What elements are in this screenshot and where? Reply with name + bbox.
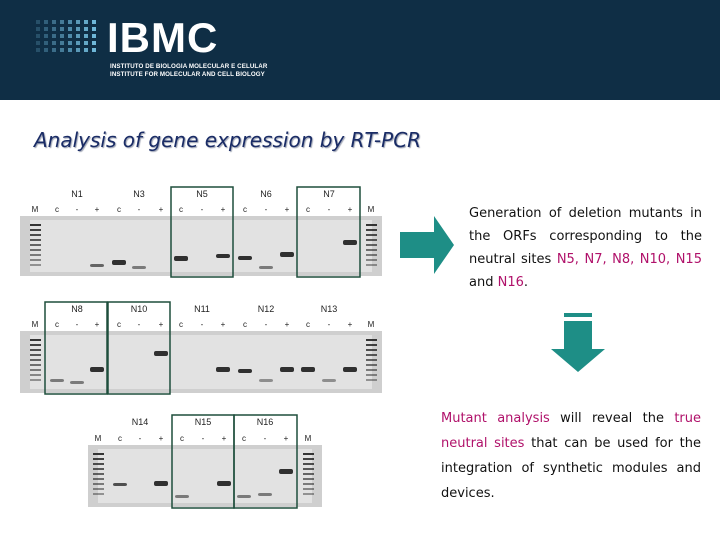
lane-label: N10 [130, 304, 148, 314]
arrow-right-icon [400, 216, 456, 274]
lane-sublabel: - [264, 205, 268, 214]
lane-sublabel: c [306, 205, 310, 214]
lane-sublabel: - [138, 434, 142, 443]
deletion-mutants-text: Generation of deletion mutants in the ORFs corresponding to the neutral sites N5, N7, N8, N10, N15 and N16. [469, 206, 702, 290]
lane-sublabel: + [221, 434, 227, 443]
lane-sublabel: + [94, 320, 100, 329]
lane-sublabel: M [304, 434, 312, 443]
neutral-sites-list: N5, N7, N8, N10, N15 [556, 252, 702, 267]
lane-sublabel: - [200, 320, 204, 329]
lane-sublabel: M [31, 320, 39, 329]
gel-image-row1 [20, 186, 382, 278]
true-neutral-sites-highlight: true neutral sites [441, 411, 701, 451]
mutant-analysis-highlight: Mutant analysis [441, 411, 550, 426]
lane-sublabel: - [327, 205, 331, 214]
lane-sublabel: + [158, 320, 164, 329]
slide-title: Analysis of gene expression by RT-PCR [34, 128, 422, 152]
mutant-analysis-text: Mutant analysis will reveal the true neutral sites that can be used for the integration of synthetic modules and devices. [441, 411, 701, 501]
lane-sublabel: M [367, 205, 375, 214]
lane-sublabel: - [201, 434, 205, 443]
lane-sublabel: + [158, 205, 164, 214]
neutral-site-n16: N16 [497, 275, 524, 290]
lane-label: N1 [71, 189, 83, 199]
lane-sublabel: - [75, 320, 79, 329]
lane-sublabel: - [327, 320, 331, 329]
institute-name-en: INSTITUTE FOR MOLECULAR AND CELL BIOLOGY [110, 71, 265, 78]
lane-sublabel: + [220, 205, 226, 214]
lane-label: N15 [194, 417, 212, 427]
gel-image-row3 [88, 414, 322, 510]
lane-label: N12 [257, 304, 275, 314]
lane-sublabel: c [179, 320, 183, 329]
lane-sublabel: + [347, 320, 353, 329]
lane-sublabel: c [306, 320, 310, 329]
lane-sublabel: - [264, 320, 268, 329]
gel-image-row2 [20, 301, 382, 395]
lane-sublabel: + [347, 205, 353, 214]
lane-label: N8 [71, 304, 83, 314]
lane-sublabel: - [137, 205, 141, 214]
lane-label: N3 [133, 189, 145, 199]
institute-name-pt: INSTITUTO DE BIOLOGIA MOLECULAR E CELULAR [110, 63, 268, 70]
lane-sublabel: + [284, 320, 290, 329]
lane-sublabel: c [179, 205, 183, 214]
lane-sublabel: M [31, 205, 39, 214]
lane-sublabel: - [75, 205, 79, 214]
lane-sublabel: + [220, 320, 226, 329]
lane-label: N16 [256, 417, 274, 427]
lane-sublabel: - [263, 434, 267, 443]
lane-sublabel: c [117, 320, 121, 329]
header-banner [0, 0, 720, 100]
lane-label: N6 [260, 189, 272, 199]
lane-sublabel: c [55, 320, 59, 329]
lane-label: N13 [320, 304, 338, 314]
lane-label: N5 [196, 189, 208, 199]
lane-sublabel: c [243, 205, 247, 214]
lane-sublabel: + [283, 434, 289, 443]
logo-dots-icon [36, 20, 106, 60]
lane-sublabel: c [55, 205, 59, 214]
lane-sublabel: + [94, 205, 100, 214]
lane-sublabel: c [242, 434, 246, 443]
lane-sublabel: c [118, 434, 122, 443]
lane-sublabel: + [158, 434, 164, 443]
lane-sublabel: c [117, 205, 121, 214]
lane-label: N11 [194, 304, 210, 314]
arrow-down-icon [550, 313, 606, 373]
lane-sublabel: M [94, 434, 102, 443]
lane-sublabel: c [243, 320, 247, 329]
lane-label: N7 [323, 189, 335, 199]
lane-sublabel: + [284, 205, 290, 214]
lane-sublabel: c [180, 434, 184, 443]
lane-sublabel: - [200, 205, 204, 214]
lane-label: N14 [131, 417, 149, 427]
lane-sublabel: - [137, 320, 141, 329]
logo-text: IBMC [107, 14, 219, 61]
lane-sublabel: M [367, 320, 375, 329]
